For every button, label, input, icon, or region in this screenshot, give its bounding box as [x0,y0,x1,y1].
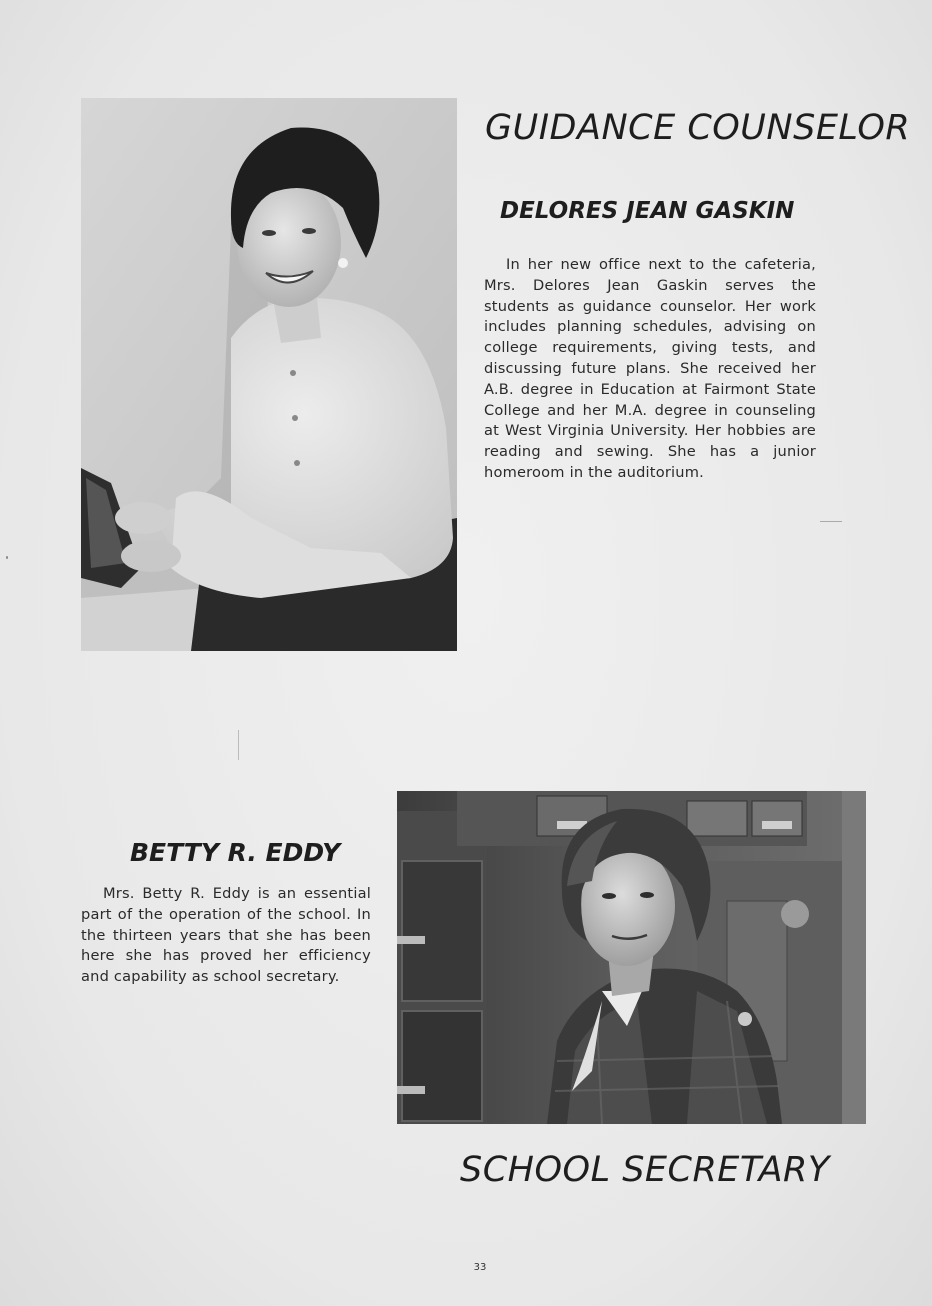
secretary-bio: Mrs. Betty R. Eddy is an essential part of the operation of the school. In the thirteen years that she has been here she has proved her efficiency and capability as school secretary. [81,885,371,986]
counselor-name: DELORES JEAN GASKIN [500,198,795,224]
counselor-bio: In her new office next to the cafeteria, Mrs. Delores Jean Gaskin serves the students as guidance counselor. Her work includes planning schedules, advising on college requirements, giving tests, and discussing future plans. She received her A.B. degree in Education at Fairmont State College and her M.A. degree in counseling at West Virginia University. Her hobbies are reading and sewing. She has a junior homeroom in the auditorium. [484,256,816,481]
page-number: 33 [473,1262,487,1273]
counselor-section-title: GUIDANCE COUNSELOR [485,108,911,148]
scan-speck [6,556,8,559]
counselor-photo [81,98,457,651]
scan-speck [820,521,842,522]
secretary-photo [397,791,866,1124]
scan-speck [238,730,239,760]
secretary-name: BETTY R. EDDY [130,838,341,867]
secretary-section-title: SCHOOL SECRETARY [460,1150,830,1190]
